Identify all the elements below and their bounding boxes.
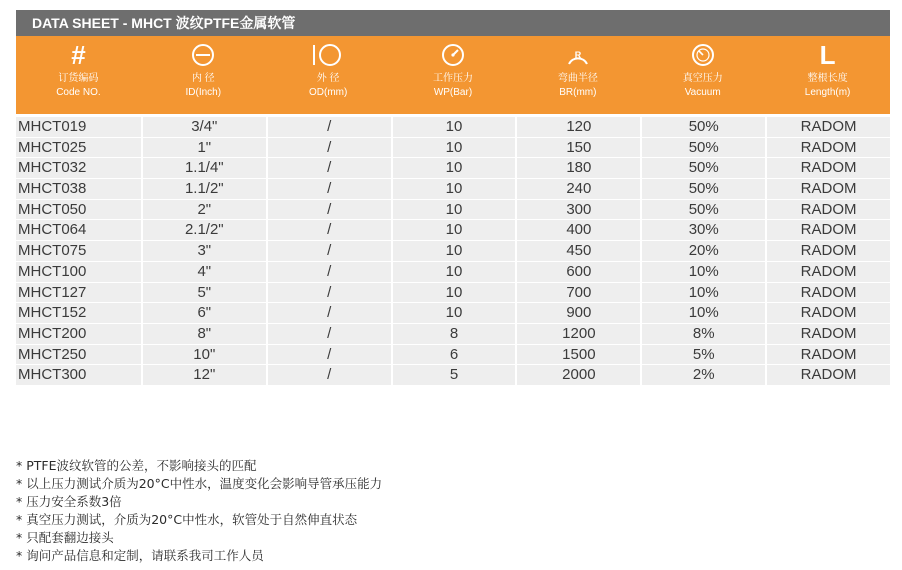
length-icon: L xyxy=(819,40,836,70)
table-cell: 300 xyxy=(517,200,642,221)
table-cell: 3/4" xyxy=(143,117,268,138)
table-cell: 1500 xyxy=(517,345,642,366)
table-cell: MHCT032 xyxy=(16,158,143,179)
table-cell: RADOM xyxy=(767,262,890,283)
table-cell: RADOM xyxy=(767,324,890,345)
table-cell: 8 xyxy=(393,324,518,345)
table-cell: RADOM xyxy=(767,283,890,304)
table-cell: 10 xyxy=(393,262,518,283)
table-cell: 240 xyxy=(517,179,642,200)
table-cell: MHCT025 xyxy=(16,138,143,159)
table-cell: 4" xyxy=(143,262,268,283)
table-cell: MHCT250 xyxy=(16,345,143,366)
header-wp xyxy=(391,36,516,114)
bend-radius-icon xyxy=(564,42,592,68)
vacuum-gauge-icon xyxy=(690,42,716,68)
table-body xyxy=(16,117,890,386)
table-cell: 180 xyxy=(517,158,642,179)
notes xyxy=(16,457,382,565)
table-cell: 50% xyxy=(642,179,767,200)
table-cell: 900 xyxy=(517,303,642,324)
sheet-title: DATA SHEET - MHCT 波纹PTFE金属软管 xyxy=(16,10,890,36)
header-label-cn: 外 径 xyxy=(316,73,340,84)
header-label-en: Length(m) xyxy=(804,87,851,98)
table-cell: 50% xyxy=(642,138,767,159)
table-cell: MHCT064 xyxy=(16,220,143,241)
table-cell: RADOM xyxy=(767,345,890,366)
table-cell: 1.1/4" xyxy=(143,158,268,179)
header-label-cn: 订货编码 xyxy=(58,73,99,84)
table-cell: 2% xyxy=(642,365,767,386)
table-cell: / xyxy=(268,200,393,221)
table-cell: 700 xyxy=(517,283,642,304)
note-line: * 询问产品信息和定制，请联系我司工作人员 xyxy=(16,548,264,563)
header-vacuum xyxy=(640,36,765,114)
header-label-cn: 内 径 xyxy=(191,73,215,84)
table-row xyxy=(16,241,890,262)
table-cell: / xyxy=(268,324,393,345)
header-label-cn: 弯曲半径 xyxy=(557,73,598,84)
hash-icon: # xyxy=(71,40,86,70)
header-br xyxy=(515,36,640,114)
table-cell: 10 xyxy=(393,303,518,324)
table-cell: 10% xyxy=(642,262,767,283)
table-cell: 3" xyxy=(143,241,268,262)
table-row xyxy=(16,262,890,283)
table-cell: RADOM xyxy=(767,241,890,262)
outer-diameter-icon xyxy=(311,42,345,68)
table-cell: 10 xyxy=(393,179,518,200)
table-cell: 1200 xyxy=(517,324,642,345)
header-label-en: BR(mm) xyxy=(559,87,597,98)
table-row xyxy=(16,117,890,138)
note-line: * 真空压力测试，介质为20°C中性水，软管处于自然伸直状态 xyxy=(16,512,358,527)
table-cell: 10 xyxy=(393,138,518,159)
pressure-gauge-icon xyxy=(440,42,466,68)
table-cell: 8% xyxy=(642,324,767,345)
header-label-cn: 整根长度 xyxy=(807,73,848,84)
table-cell: 6" xyxy=(143,303,268,324)
table-cell: 2.1/2" xyxy=(143,220,268,241)
table-cell: / xyxy=(268,179,393,200)
table-cell: 450 xyxy=(517,241,642,262)
table-cell: / xyxy=(268,241,393,262)
table-cell: 50% xyxy=(642,200,767,221)
table-cell: 2000 xyxy=(517,365,642,386)
table-cell: 10% xyxy=(642,283,767,304)
table-row xyxy=(16,138,890,159)
table-cell: / xyxy=(268,138,393,159)
table-cell: RADOM xyxy=(767,365,890,386)
table-row xyxy=(16,200,890,221)
table-cell: 50% xyxy=(642,117,767,138)
table-cell: MHCT038 xyxy=(16,179,143,200)
table-cell: 12" xyxy=(143,365,268,386)
note-line: * 以上压力测试介质为20°C中性水，温度变化会影响导管承压能力 xyxy=(16,476,383,491)
table-cell: MHCT152 xyxy=(16,303,143,324)
table-cell: 6 xyxy=(393,345,518,366)
table-cell: 10 xyxy=(393,283,518,304)
table-cell: 10 xyxy=(393,117,518,138)
table-cell: RADOM xyxy=(767,200,890,221)
table-cell: MHCT050 xyxy=(16,200,143,221)
header-length xyxy=(765,36,890,114)
table-cell: 2" xyxy=(143,200,268,221)
table-cell: 10" xyxy=(143,345,268,366)
table-cell: / xyxy=(268,303,393,324)
table-cell: 400 xyxy=(517,220,642,241)
header-label-en: Code NO. xyxy=(56,87,101,98)
table-cell: 10 xyxy=(393,200,518,221)
note-line: * 只配套翻边接头 xyxy=(16,530,114,545)
data-sheet xyxy=(16,10,890,386)
header-label-en: OD(mm) xyxy=(308,87,348,98)
table-cell: / xyxy=(268,117,393,138)
note-line: * 压力安全系数3倍 xyxy=(16,494,122,509)
table-cell: 10 xyxy=(393,241,518,262)
table-cell: 120 xyxy=(517,117,642,138)
table-row xyxy=(16,345,890,366)
table-cell: RADOM xyxy=(767,220,890,241)
header-id xyxy=(141,36,266,114)
table-cell: 30% xyxy=(642,220,767,241)
table-row xyxy=(16,365,890,386)
table-cell: RADOM xyxy=(767,138,890,159)
header-label-en: Vacuum xyxy=(684,87,721,98)
header-od xyxy=(266,36,391,114)
table-cell: MHCT127 xyxy=(16,283,143,304)
table-cell: / xyxy=(268,220,393,241)
table-cell: 1.1/2" xyxy=(143,179,268,200)
header-label-en: ID(Inch) xyxy=(185,87,222,98)
table-cell: RADOM xyxy=(767,179,890,200)
header-code xyxy=(16,36,141,114)
table-row xyxy=(16,158,890,179)
table-cell: 150 xyxy=(517,138,642,159)
table-cell: 10 xyxy=(393,158,518,179)
table-cell: MHCT075 xyxy=(16,241,143,262)
inner-diameter-icon xyxy=(190,42,216,68)
table-row xyxy=(16,324,890,345)
table-row xyxy=(16,220,890,241)
table-cell: / xyxy=(268,283,393,304)
table-cell: 10% xyxy=(642,303,767,324)
header-label-en: WP(Bar) xyxy=(433,87,473,98)
table-cell: 5% xyxy=(642,345,767,366)
table-cell: 8" xyxy=(143,324,268,345)
table-cell: 600 xyxy=(517,262,642,283)
table-row xyxy=(16,303,890,324)
table-cell: RADOM xyxy=(767,303,890,324)
table-cell: 20% xyxy=(642,241,767,262)
table-cell: RADOM xyxy=(767,158,890,179)
note-line: * PTFE波纹软管的公差，不影响接头的匹配 xyxy=(16,458,257,473)
table-cell: MHCT100 xyxy=(16,262,143,283)
table-row xyxy=(16,283,890,304)
table-cell: 50% xyxy=(642,158,767,179)
table-cell: 5" xyxy=(143,283,268,304)
table-cell: 10 xyxy=(393,220,518,241)
table-cell: 1" xyxy=(143,138,268,159)
table-row xyxy=(16,179,890,200)
header-label-cn: 工作压力 xyxy=(433,73,473,84)
svg-text:R: R xyxy=(574,50,582,60)
table-cell: / xyxy=(268,365,393,386)
header-label-cn: 真空压力 xyxy=(682,73,723,84)
table-cell: RADOM xyxy=(767,117,890,138)
table-cell: MHCT200 xyxy=(16,324,143,345)
table-cell: MHCT019 xyxy=(16,117,143,138)
table-header xyxy=(16,36,890,114)
table-cell: MHCT300 xyxy=(16,365,143,386)
table-cell: / xyxy=(268,345,393,366)
table-cell: / xyxy=(268,262,393,283)
table-cell: / xyxy=(268,158,393,179)
table-cell: 5 xyxy=(393,365,518,386)
